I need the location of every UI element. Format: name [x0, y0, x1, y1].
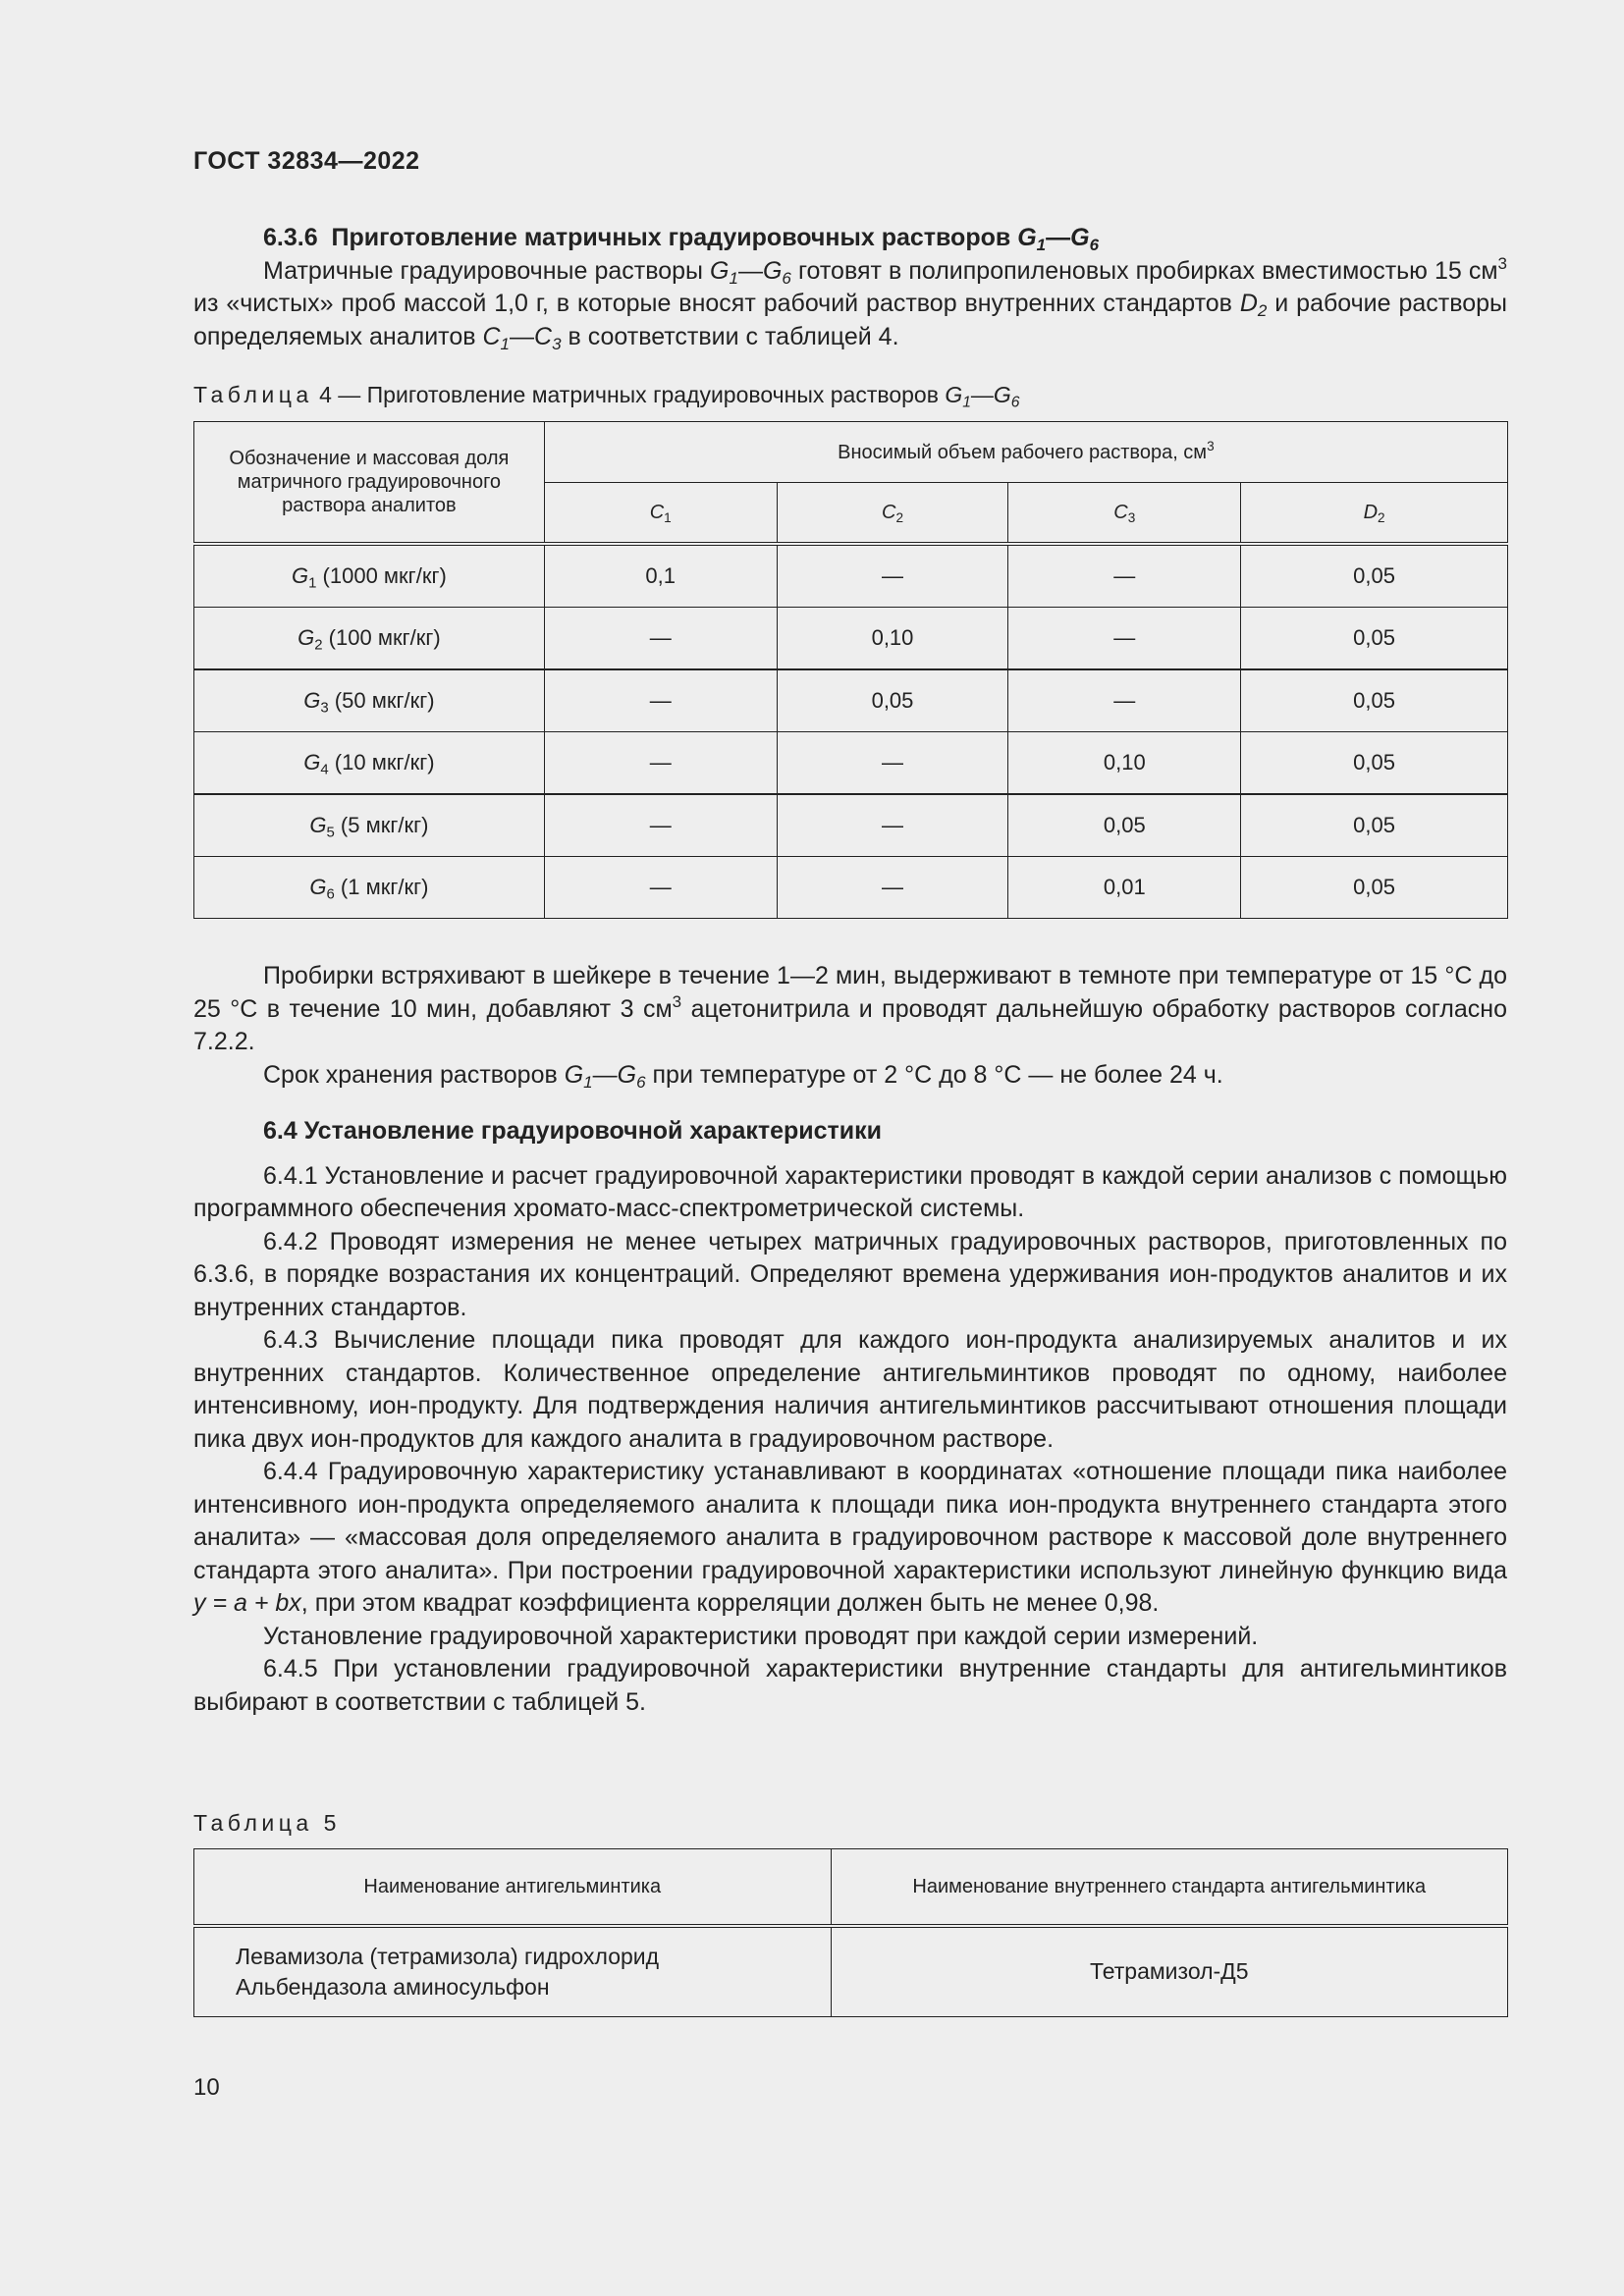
heading-number: 6.3.6 [263, 224, 318, 251]
paragraph-6-4-5: 6.4.5 При установлении градуировочной характеристики внутренние стандарты для антигельминтиков выбирают в соответствии с таблицей 5. [193, 1655, 1507, 1716]
cell-anthelmintic [194, 1926, 832, 2016]
cell-c3: — [1008, 544, 1241, 608]
symbol: D [1363, 501, 1379, 523]
cell-c1: — [544, 607, 777, 669]
table-row [194, 856, 1508, 918]
row-label [194, 794, 545, 857]
cell-d2: 0,05 [1241, 856, 1508, 918]
table4-group-header [544, 422, 1507, 483]
subscript: 6 [326, 884, 335, 902]
cell-c2: — [777, 731, 1008, 794]
heading-dash: — [1046, 224, 1071, 251]
subscript: 2 [1378, 509, 1385, 525]
standard-code: ГОСТ 32834—2022 [193, 147, 420, 175]
symbol: G [309, 812, 327, 837]
subscript: 3 [1127, 509, 1136, 525]
symbol: G [298, 624, 315, 650]
table-row [194, 731, 1508, 794]
table4-subheader-c1 [544, 483, 777, 544]
symbol: G [303, 687, 321, 713]
text-run: Матричные градуировочные растворы [263, 256, 711, 285]
text-run: и рабочие растворы определяемых аналитов [193, 290, 1507, 350]
table4-subheader-d2 [1241, 483, 1508, 544]
cell-d2: 0,05 [1241, 794, 1508, 857]
table4-col0-header: Обозначение и массовая доля матричного градуировочного раствора аналитов [194, 422, 545, 544]
table-4 [193, 421, 1508, 919]
label-text: (5 мкг/кг) [334, 812, 429, 837]
label-text: (1 мкг/кг) [334, 874, 429, 899]
cell-internal-standard: Тетрамизол-Д5 [831, 1926, 1507, 2016]
cell-d2: 0,05 [1241, 731, 1508, 794]
row-label [194, 856, 545, 918]
cell-c2: 0,10 [777, 607, 1008, 669]
heading-text: Приготовление матричных градуировочных растворов [331, 224, 1018, 251]
cell-c3: — [1008, 669, 1241, 732]
symbol: C [881, 501, 896, 523]
table-5 [193, 1848, 1508, 2017]
cell-c2: — [777, 856, 1008, 918]
cell-c3: — [1008, 607, 1241, 669]
superscript: 3 [672, 991, 682, 1011]
text-run: Срок хранения растворов [263, 1060, 565, 1089]
page-number: 10 [193, 2074, 220, 2101]
cell-c1: — [544, 731, 777, 794]
symbol: C [1113, 501, 1128, 523]
paragraph: Матричные градуировочные растворы $G_1—G_6$ готовят в полипропиленовых пробирках вместимостью 15 $см^3$ из «чистых» проб массой 1,0 г, в которые вносят рабочий раствор внутренних стандартов $D_2$ и рабочие растворы определяемых аналитов $C_1—C_3$ в соответствии с таблицей 4. [193, 253, 1508, 353]
cell-c1: — [544, 856, 777, 918]
row-label [194, 607, 545, 669]
cell-d2: 0,05 [1241, 544, 1508, 608]
text-run: в соответствии с таблицей 4. [561, 322, 899, 350]
superscript: 3 [1497, 253, 1508, 273]
table-row [194, 607, 1508, 669]
subscript: 1 [308, 573, 317, 591]
cell-c3: 0,10 [1008, 731, 1241, 794]
cell-c2: 0,05 [777, 669, 1008, 732]
subscript: 4 [320, 760, 329, 777]
paragraph [193, 960, 1507, 1059]
cell-c3: 0,01 [1008, 856, 1241, 918]
table5-caption: Таблица 5 [193, 1810, 341, 1836]
heading-subscript: 1 [1036, 236, 1047, 255]
section-heading [193, 222, 1507, 255]
table-row [194, 544, 1508, 608]
cell-d2: 0,05 [1241, 607, 1508, 669]
cell-line: Альбендазола аминосульфон [236, 1973, 550, 2000]
caption-word: Таблица [193, 382, 313, 407]
heading-subscript: 6 [1089, 236, 1100, 255]
row-label [194, 731, 545, 794]
subscript: 2 [895, 509, 903, 525]
caption-text: 4 — Приготовление матричных градуировочных растворов [312, 382, 946, 407]
heading-symbol: G [1017, 224, 1037, 251]
cell-d2: 0,05 [1241, 669, 1508, 732]
text-run: Пробирки встряхивают в шейкере в течение 1—2 мин, выдерживают в темноте при температуре от 15 °С до 25 °С в течение 10 мин, добавляют 3 см [193, 962, 1507, 1023]
cell-c1: — [544, 669, 777, 732]
table4-caption: Таблица 4 — Приготовление матричных градуировочных растворов $G_1—G_6$ [193, 382, 1020, 411]
text-run: ацетонитрила и проводят дальнейшую обработку растворов согласно 7.2.2. [193, 994, 1507, 1055]
symbol: G [309, 874, 327, 899]
row-label [194, 544, 545, 608]
section-6-4 [193, 1115, 1507, 1719]
paragraph-6-4-4 [193, 1456, 1507, 1621]
group-header-text: Вносимый объем рабочего раствора, см [838, 441, 1208, 463]
heading-symbol: G [1070, 224, 1090, 251]
subscript: 5 [326, 823, 335, 840]
table4-subheader-c2 [777, 483, 1008, 544]
symbol: C [649, 501, 665, 523]
table-row [194, 669, 1508, 732]
formula: y = a + bx [193, 1589, 301, 1617]
superscript: 3 [1207, 438, 1215, 454]
symbol: G [303, 749, 321, 774]
paragraph: Установление градуировочной характеристики проводят при каждой серии измерений. [263, 1622, 1259, 1650]
cell-c1: — [544, 794, 777, 857]
cell-c3: 0,05 [1008, 794, 1241, 857]
text-run: готовят в полипропиленовых пробирках вместимостью 15 см [790, 256, 1498, 285]
label-text: (10 мкг/кг) [328, 749, 435, 774]
text-run: 6.4.4 Градуировочную характеристику устанавливают в координатах «отношение площади пика наиболее интенсивного ион-продукта определяемого аналита к площади пика ион-продукта внутреннего стандарта этого аналита» — «массовая доля определяемого аналита в градуировочном растворе к массовой доле внутреннего стандарта этого аналита». При построении градуировочной характеристики используют линейную функцию вида [193, 1458, 1507, 1584]
subscript: 3 [320, 698, 329, 716]
text-run: , при этом квадрат коэффициента корреляции должен быть не менее 0,98. [300, 1589, 1160, 1617]
table5-col2-header: Наименование внутреннего стандарта антигельминтика [831, 1849, 1507, 1927]
text-run: из «чистых» проб массой 1,0 г, в которые вносят рабочий раствор внутренних стандартов [193, 290, 1240, 317]
paragraph-6-4-1: 6.4.1 Установление и расчет градуировочной характеристики проводят в каждой серии анализов с помощью программного обеспечения хромато-масс-спектрометрической системы. [193, 1161, 1507, 1222]
table5-col1-header: Наименование антигельминтика [194, 1849, 832, 1927]
text-run: при температуре от 2 °С до 8 °С — не более 24 ч. [645, 1060, 1223, 1089]
subscript: 1 [664, 509, 672, 525]
cell-line: Левамизола (тетрамизола) гидрохлорид [236, 1943, 660, 1969]
table-row [194, 1926, 1508, 2016]
label-text: (50 мкг/кг) [328, 687, 435, 713]
label-text: (1000 мкг/кг) [316, 562, 447, 588]
cell-c1: 0,1 [544, 544, 777, 608]
label-text: (100 мкг/кг) [322, 624, 441, 650]
paragraph-6-4-3: 6.4.3 Вычисление площади пика проводят для каждого ион-продукта анализируемых аналитов и их внутренних стандартов. Количественное определение антигельминтиков проводят по одному, наиболее интенсивному, ион-продукту. Для подтверждения наличия антигельминтиков рассчитывают отношения площади пика двух ион-продуктов для каждого аналита в градуировочном растворе. [193, 1326, 1507, 1453]
table4-subheader-c3 [1008, 483, 1241, 544]
after-table4-text [193, 960, 1507, 1092]
paragraph: Срок хранения растворов $G_1—G_6$ при температуре от 2 °С до 8 °С — не более 24 ч. [263, 1060, 1223, 1092]
section-heading: 6.4 Установление градуировочной характеристики [263, 1117, 883, 1145]
symbol: G [291, 562, 309, 588]
cell-c2: — [777, 794, 1008, 857]
subscript: 2 [314, 635, 323, 653]
row-label [194, 669, 545, 732]
cell-c2: — [777, 544, 1008, 608]
table-row [194, 794, 1508, 857]
paragraph-6-4-2: 6.4.2 Проводят измерения не менее четырех матричных градуировочных растворов, приготовленных по 6.3.6, в порядке возрастания их концентраций. Определяют времена удерживания ион-продуктов аналитов и их внутренних стандартов. [193, 1227, 1507, 1321]
section-6-3-6 [193, 222, 1507, 353]
